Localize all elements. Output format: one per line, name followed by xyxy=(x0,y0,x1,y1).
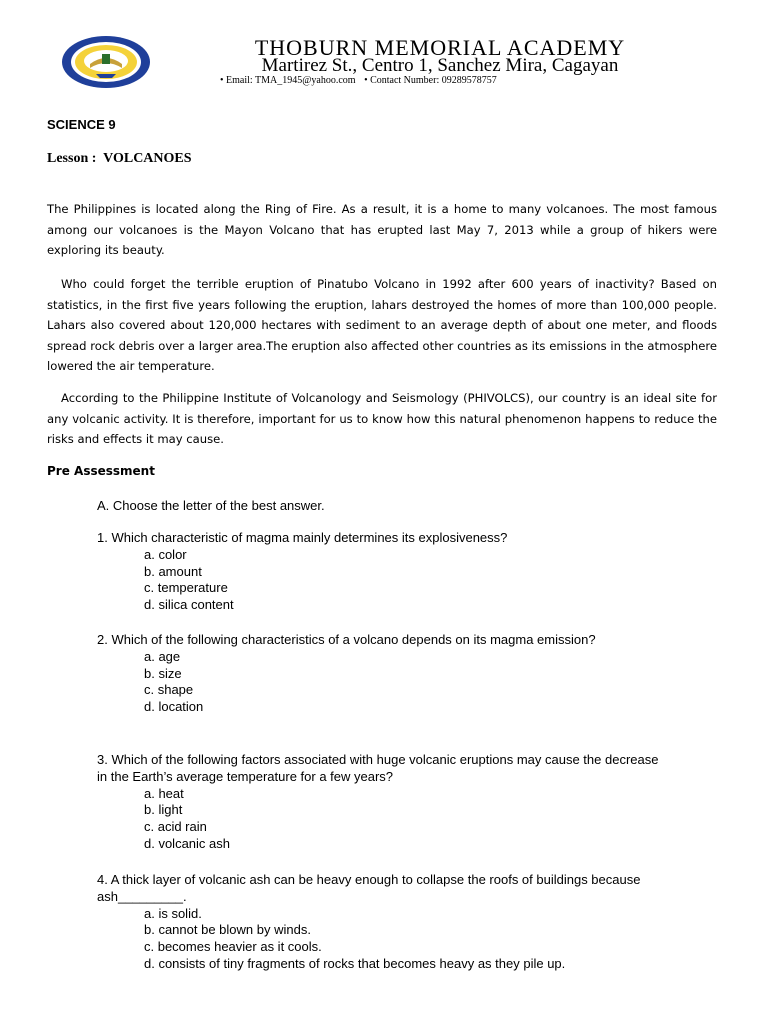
pre-assessment-heading: Pre Assessment xyxy=(47,464,155,478)
intro-paragraph-1: The Philippines is located along the Ring of Fire. As a result, it is a home to many volcanoes. The most famous among our volcanoes is the Mayon Volcano that has erupted last May 7, 2013 while a group of hikers were exploring its beauty. xyxy=(47,202,717,257)
choice-d: d. location xyxy=(144,699,204,715)
subject-title: SCIENCE 9 xyxy=(47,117,116,132)
letterhead xyxy=(56,34,708,90)
question-stem: 2. Which of the following characteristics of a volcano depends on its magma emission? xyxy=(97,632,596,647)
choice-a: a. age xyxy=(144,648,181,664)
question-4 xyxy=(97,872,667,973)
choice-b: b. size xyxy=(144,665,182,681)
choice-a: a. color xyxy=(144,546,187,562)
choice-b: b. amount xyxy=(144,563,202,579)
question-stem: 4. A thick layer of volcanic ash can be heavy enough to collapse the roofs of buildings because ash_________. xyxy=(97,872,641,904)
choice-b: b. light xyxy=(144,802,183,818)
question-2 xyxy=(97,632,667,716)
choice-d: d. silica content xyxy=(144,597,234,613)
choice-c: c. becomes heavier as it cools. xyxy=(144,939,322,955)
school-contact-line xyxy=(220,74,680,88)
choice-list xyxy=(97,786,667,853)
intro-paragraph-3: According to the Philippine Institute of Volcanology and Seismology (PHIVOLCS), our country is an ideal site for any volcanic activity. It is therefore, important for us to know how this natural phenomenon happens to reduce the risks and effects it may cause. xyxy=(47,391,717,446)
choice-d: d. consists of tiny fragments of rocks that becomes heavy as they pile up. xyxy=(144,955,566,971)
school-name: THOBURN MEMORIAL ACADEMY xyxy=(254,35,626,60)
choice-c: c. acid rain xyxy=(144,819,207,835)
question-stem: 1. Which characteristic of magma mainly determines its explosiveness? xyxy=(97,530,508,545)
choice-d: d. volcanic ash xyxy=(144,835,230,851)
school-address: Martirez St., Centro 1, Sanchez Mira, Cagayan xyxy=(261,55,619,76)
question-1 xyxy=(97,530,667,614)
school-contact-number: • Contact Number: 09289578757 xyxy=(364,75,497,86)
choice-list xyxy=(97,906,667,973)
choice-a: a. is solid. xyxy=(144,905,202,921)
choice-a: a. heat xyxy=(144,785,184,801)
choice-list xyxy=(97,649,667,716)
question-3 xyxy=(97,752,667,853)
choice-c: c. shape xyxy=(144,682,194,698)
school-email: • Email: TMA_1945@yahoo.com xyxy=(220,75,356,86)
school-seal-logo xyxy=(60,34,152,90)
choice-b: b. cannot be blown by winds. xyxy=(144,922,311,938)
pre-assessment-instruction: A. Choose the letter of the best answer. xyxy=(97,498,325,513)
intro-paragraph-2: Who could forget the terrible eruption of Pinatubo Volcano in 1992 after 600 years of inactivity? Based on statistics, in the first five years following the eruption, lahars destroyed the homes of more than 100,000 people. Lahars also covered about 120,000 hectares with sediment to an average depth of about one meter, and floods spread rock debris over a larger area.The eruption also affected other countries as its emissions in the atmosphere lowered the air temperature. xyxy=(47,277,717,373)
choice-c: c. temperature xyxy=(144,580,228,596)
lesson-title: Lesson : VOLCANOES xyxy=(47,151,192,166)
question-stem: 3. Which of the following factors associated with huge volcanic eruptions may cause the decrease in the Earth’s average temperature for a few years? xyxy=(97,752,659,784)
choice-list xyxy=(97,547,667,614)
